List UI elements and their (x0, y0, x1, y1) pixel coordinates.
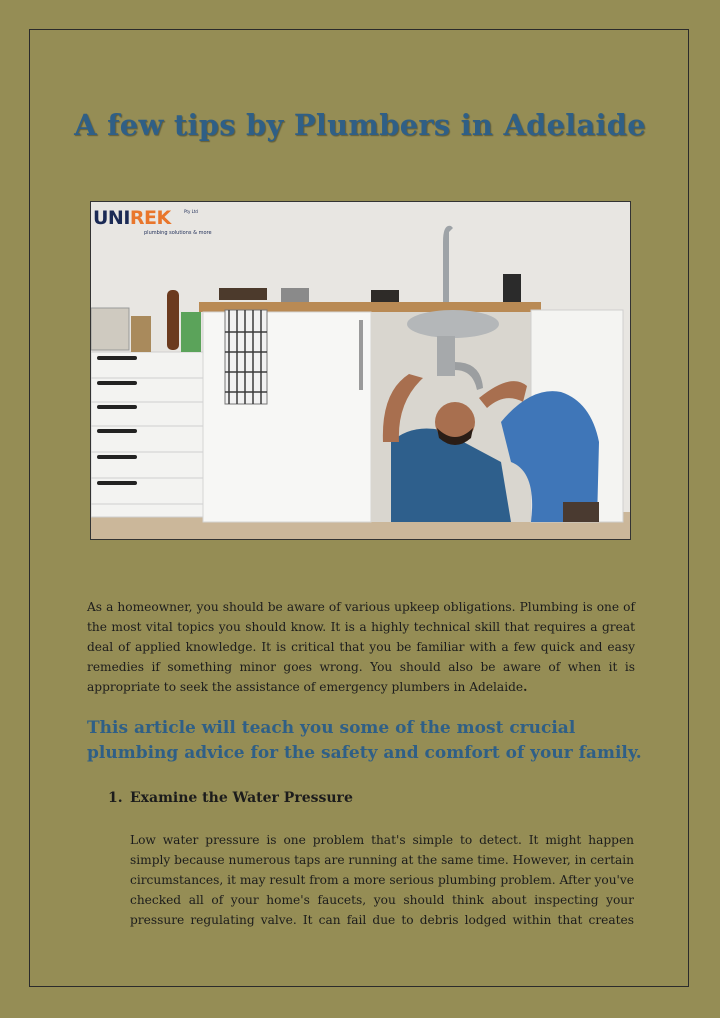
list-item-number: 1. (108, 790, 123, 806)
logo-text-part1: UNI (93, 207, 130, 229)
logo-pty: Pty Ltd (184, 209, 198, 214)
list-item-heading-text: Examine the Water Pressure (130, 790, 353, 806)
kitchen-illustration (91, 202, 631, 540)
list-item-paragraph: Low water pressure is one problem that's simple to detect. It might happen simply because numerous taps are running at the same time. However, in certain circumstances, it may result from a more serious plumbing problem. After you've checked all of your home's faucets, you should think about inspecting your pressure regulating valve. It can fail due to debris lodged within that creates (130, 833, 634, 927)
intro-paragraph-period: . (523, 679, 528, 694)
article-subheading: This article will teach you some of the most crucial plumbing advice for the safety and comfort of your family. (87, 718, 642, 763)
intro-paragraph (87, 598, 635, 698)
logo-text-part2: REK (129, 207, 171, 229)
list-item-heading (108, 790, 353, 806)
plumber-photo (90, 201, 631, 540)
page-title: A few tips by Plumbers in Adelaide (74, 108, 646, 142)
intro-paragraph-text: As a homeowner, you should be aware of various upkeep obligations. Plumbing is one of the most vital topics you should know. It is a highly technical skill that requires a great deal of applied knowledge. It is critical that you be familiar with a few quick and easy remedies if something minor goes wrong. You should also be aware of when it is appropriate to seek the assistance of emergency plumbers in Adelaide (87, 600, 635, 694)
company-logo (93, 207, 213, 237)
logo-tagline: plumbing solutions & more (144, 230, 212, 236)
